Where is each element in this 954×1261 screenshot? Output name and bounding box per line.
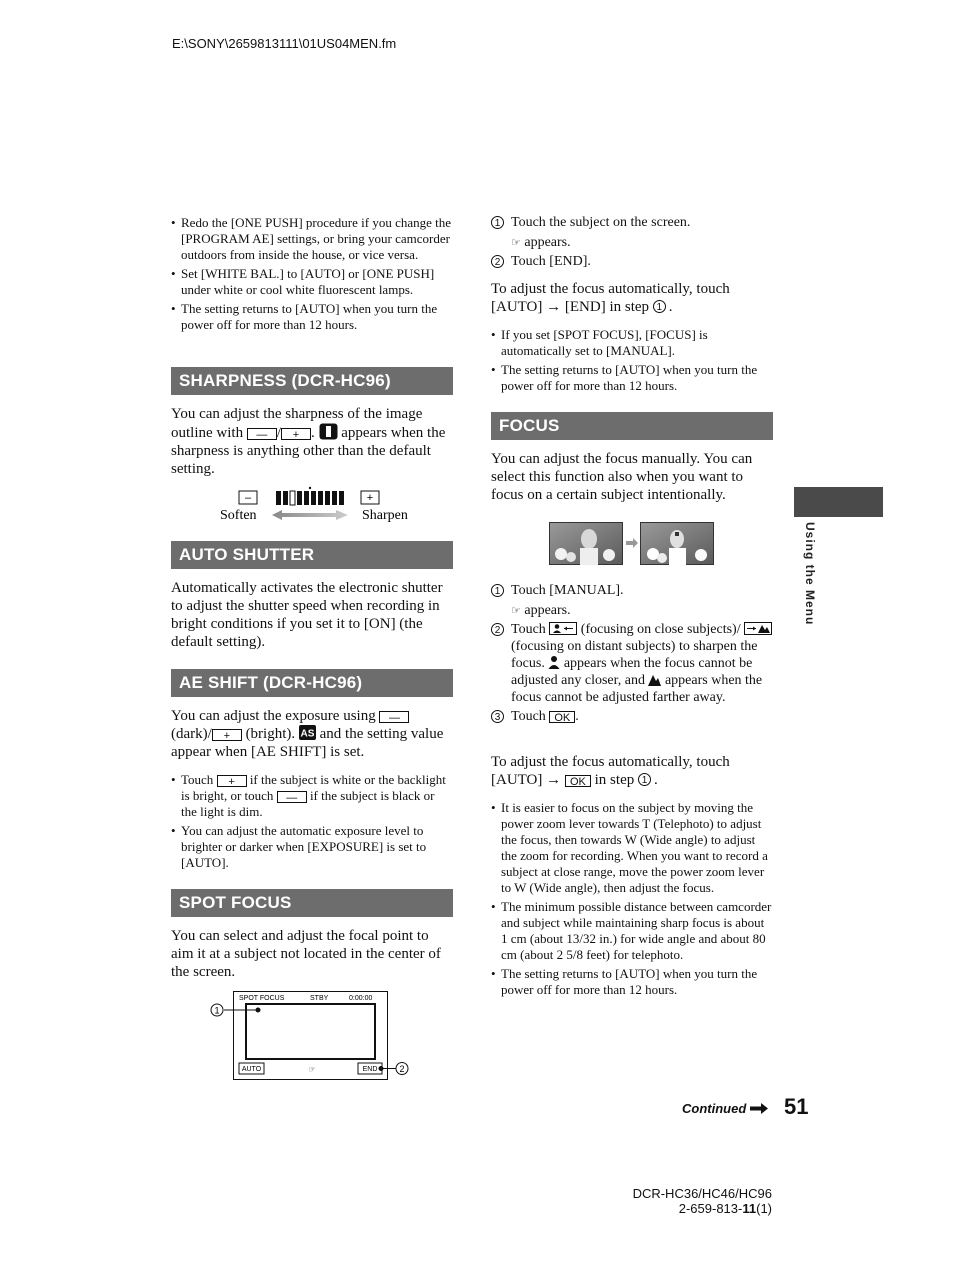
section-heading-ae-shift: AE SHIFT (DCR-HC96) [171,669,453,697]
continued-arrow-icon [750,1103,768,1114]
list-item: • Set [WHITE BAL.] to [AUTO] or [ONE PUSH] under white or cool white fluorescent lamps. [171,266,453,298]
list-item: • It is easier to focus on the subject by moving the power zoom lever towards T (Telephoto) to adjust the focus, then towards W (Wide angle) to adjust the zoom for recording. When you want to record a subject at close range, move the power zoom lever to W (Wide angle), then adjust the focus. [491,800,773,896]
soften-minus-label: – [244,492,252,504]
arrow-icon: → [546,299,562,315]
spot-focus-steps: 1 Touch the subject on the screen. ☞ appears. 2 Touch [END]. [491,214,773,270]
section-heading-focus: FOCUS [491,412,773,440]
spot-focus-auto-text: To adjust the focus automatically, touch [AUTO] → [END] in step 1 . [491,281,730,315]
section-heading-auto-shutter: AUTO SHUTTER [171,541,453,569]
file-path: E:\SONY\2659813111\01US04MEN.fm [172,36,397,51]
minus-button-icon: — [379,711,409,723]
spot-focus-notes [491,327,773,397]
sharpen-plus-label: + [366,492,374,504]
blurred-photo [550,523,623,566]
callout-two: 2 [399,1064,405,1074]
step-2: 2 Touch [END]. [491,253,773,270]
focus-text: You can adjust the focus manually. You can select this function also when you want to focus on a certain subject intentionally. [491,451,753,503]
ok-button-icon: OK [549,711,575,723]
continued-label: Continued [682,1101,768,1116]
list-item: • If you set [SPOT FOCUS], [FOCUS] is automatically set to [MANUAL]. [491,327,773,359]
list-item: • The setting returns to [AUTO] when you turn the power off for more than 12 hours. [171,301,453,333]
ok-button-icon: OK [565,775,591,787]
plus-button-icon: + [281,428,311,440]
chapter-label: Using the Menu [803,522,817,626]
step-1: 1 Touch the subject on the screen. [491,214,773,231]
screen-auto-button: AUTO [241,1066,262,1073]
ae-shift-text: You can adjust the exposure using — (dark)/ + (bright). AS and the setting value appear when [AE SHIFT] is set. [171,708,444,760]
part-number: 2-659-813-11(1) [678,1201,772,1216]
list-item: • The setting returns to [AUTO] when you turn the power off for more than 12 hours. [491,362,773,394]
step-1: 1 Touch [MANUAL]. [491,582,773,599]
close-limit-icon [548,655,560,669]
far-focus-button-icon [744,622,772,635]
plus-button-icon: + [212,729,242,741]
svg-text:AS: AS [300,728,315,740]
screen-end-button: END [362,1066,378,1073]
focus-example-images [549,522,715,566]
list-item: • The setting returns to [AUTO] when you turn the power off for more than 12 hours. [491,966,773,998]
manual-focus-icon: ☞ [511,604,521,617]
screen-status: STBY [310,995,329,1002]
sharpen-label: Sharpen [362,508,408,523]
model-number: DCR-HC36/HC46/HC96 [632,1186,772,1201]
arrow-icon: → [546,772,562,788]
far-limit-icon [648,673,661,686]
minus-button-icon: — [277,791,307,803]
model-info [600,1186,772,1216]
sharpness-scale-diagram [218,486,418,526]
ae-shift-indicator-icon [299,725,316,740]
list-item: • You can adjust the automatic exposure level to brighter or darker when [EXPOSURE] is set to [AUTO]. [171,823,453,871]
focus-notes [491,800,773,1001]
page-number: 51 [784,1094,809,1119]
minus-button-icon: — [247,428,277,440]
soften-label: Soften [220,508,257,523]
section-heading-spot-focus: SPOT FOCUS [171,889,453,917]
step-2: 2 Touch (focusing on close subjects)/ (focusing on distant subjects) to sharpen the focus. appears when the focus cannot be adjusted any closer, and appears when the focus cannot be adjusted farther away. [491,621,773,706]
focus-steps: 1 Touch [MANUAL]. ☞ appears. 2 Touch (focusing on close subjects)/ (focusing on distant subjects) to sharpen the focus. appears when the focus cannot be adjusted any closer, and appears when the focus cannot be adjusted farther away. 3 Touch OK . [491,582,773,725]
near-focus-button-icon [549,622,577,635]
step-3: 3 Touch OK . [491,708,773,725]
screen-title: SPOT FOCUS [239,995,285,1002]
focus-auto-text: To adjust the focus automatically, touch [AUTO] → OK in step 1 . [491,754,730,788]
ae-shift-notes [171,772,453,874]
callout-one: 1 [214,1005,220,1016]
screen-time: 0:00:00 [349,995,373,1002]
list-item: • Redo the [ONE PUSH] procedure if you change the [PROGRAM AE] settings, or bring your camcorder outdoors from inside the house, or vice versa. [171,215,453,263]
white-balance-notes [171,215,453,336]
section-heading-sharpness: SHARPNESS (DCR-HC96) [171,367,453,395]
focused-photo [641,523,714,566]
focus-point [256,1008,261,1013]
list-item: • Touch + if the subject is white or the backlight is bright, or touch — if the subject is black or the light is dim. [171,772,453,820]
manual-focus-icon: ☞ [308,1065,316,1074]
sharpness-text: You can adjust the sharpness of the image outline with — / + . appears when the sharpness is anything other than the default setting. [171,406,446,477]
spot-focus-screen-diagram [208,990,414,1082]
spot-focus-text: You can select and adjust the focal point to aim it at a subject not located in the center of the screen. [171,928,441,980]
auto-shutter-text: Automatically activates the electronic shutter to adjust the shutter speed when recording in bright conditions if you set it to [ON] (the default setting). [171,580,443,650]
manual-focus-icon: ☞ [511,236,521,249]
list-item: • The minimum possible distance between camcorder and subject while maintaining sharp focus is about 1 cm (about 13/32 in.) for wide angle and about 80 cm (about 2 5/8 feet) for telephoto. [491,899,773,963]
sharpness-indicator-icon [319,423,338,440]
chapter-tab [794,487,883,517]
plus-button-icon: + [217,775,247,787]
